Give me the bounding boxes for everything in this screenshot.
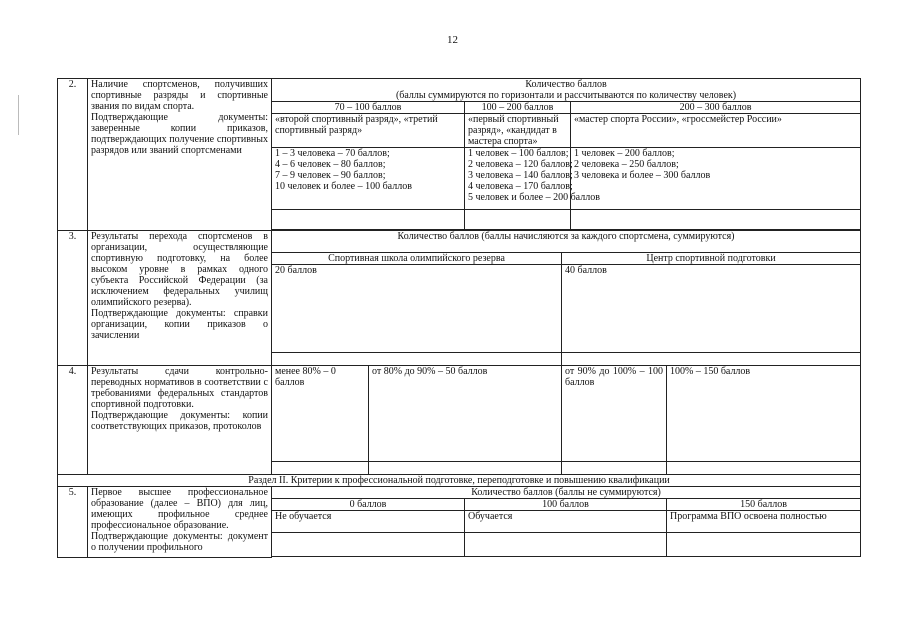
criterion-text: Наличие спортсменов, получивших спортивные разряды и спортивные звания по видам спорта.	[91, 79, 268, 112]
points-header: Количество баллов (баллы не суммируются)	[272, 487, 861, 499]
confirming-documents: Подтверждающие документы: справки организации, копии приказов о зачислении	[91, 308, 268, 341]
points-value: от 90% до 100% – 100 баллов	[562, 366, 667, 462]
range-header: 70 – 100 баллов	[272, 102, 465, 114]
points-header: Количество баллов (баллы начисляются за каждого спортсмена, суммируются)	[272, 231, 861, 253]
empty-cell	[562, 353, 861, 366]
empty-cell	[667, 533, 861, 557]
list-item: 3 человека и более – 300 баллов	[574, 170, 711, 181]
rank-titles: «второй спортивный разряд», «третий спортивный разряд»	[272, 114, 465, 148]
empty-cell	[562, 462, 667, 475]
list-item: 5 человек и более – 200 баллов	[468, 192, 600, 203]
row-number: 5.	[58, 487, 88, 558]
section-heading: Раздел II. Критерии к профессиональной подготовке, переподготовке и повышению квалификации	[58, 475, 861, 487]
points-value: менее 80% – 0 баллов	[272, 366, 369, 462]
range-header: 100 баллов	[465, 499, 667, 511]
criterion-cell	[88, 487, 272, 558]
range-header: 150 баллов	[667, 499, 861, 511]
points-value: 40 баллов	[562, 265, 861, 353]
organization-type: Центр спортивной подготовки	[562, 253, 861, 265]
criterion-text: Результаты сдачи контрольно-переводных нормативов в соответствии с требованиями федеральных стандартов спортивной подготовки.	[91, 366, 268, 410]
list-item: 4 – 6 человек – 80 баллов;	[275, 159, 386, 170]
points-list	[272, 148, 465, 210]
empty-cell	[667, 462, 861, 475]
margin-scan-mark	[18, 95, 19, 135]
list-item: 1 человек – 100 баллов;	[468, 148, 569, 159]
points-header-note: (баллы суммируются по горизонтали и рассчитываются по количеству человек)	[395, 90, 737, 101]
empty-cell	[272, 533, 465, 557]
empty-cell	[465, 533, 667, 557]
list-item: 4 человека – 170 баллов;	[468, 181, 573, 192]
empty-cell	[571, 210, 861, 230]
list-item: 10 человек и более – 100 баллов	[275, 181, 412, 192]
row-number: 2.	[58, 79, 88, 231]
points-value: от 80% до 90% – 50 баллов	[369, 366, 562, 462]
row-number: 4.	[58, 366, 88, 475]
points-list	[465, 148, 600, 210]
empty-cell	[272, 462, 369, 475]
rank-titles: «первый спортивный разряд», «кандидат в мастера спорта»	[465, 114, 571, 148]
points-header	[272, 79, 861, 102]
rank-titles: «мастер спорта России», «гроссмейстер России»	[571, 114, 861, 148]
page-number: 12	[447, 34, 458, 46]
list-item: 1 – 3 человека – 70 баллов;	[275, 148, 390, 159]
range-header: 0 баллов	[272, 499, 465, 511]
empty-cell	[272, 353, 562, 366]
criterion-text: Результаты перехода спортсменов в организации, осуществляющие спортивную подготовку, на более высоком уровне в рамках одного субъекта Российской Федерации (за исключением федеральных училищ олимпийского резерва).	[91, 231, 268, 308]
points-value: Программа ВПО освоена полностью	[667, 511, 861, 533]
confirming-documents: Подтверждающие документы: документ о получении профильного	[91, 531, 268, 553]
criteria-table	[57, 78, 861, 558]
criterion-cell	[88, 79, 272, 231]
points-header-title: Количество баллов	[525, 79, 607, 90]
confirming-documents: Подтверждающие документы: заверенные копии приказов, подтверждающих получение спортивных разрядов или званий спортсменами	[91, 112, 268, 156]
row-number: 3.	[58, 231, 88, 366]
criterion-text: Первое высшее профессиональное образование (далее – ВПО) для лиц, имеющих профильное среднее профессиональное образование.	[91, 487, 268, 531]
range-header: 100 – 200 баллов	[465, 102, 571, 114]
points-value: 20 баллов	[272, 265, 562, 353]
list-item: 2 человека – 120 баллов;	[468, 159, 573, 170]
list-item: 7 – 9 человек – 90 баллов;	[275, 170, 386, 181]
list-item: 2 человека – 250 баллов;	[574, 159, 679, 170]
empty-cell	[369, 462, 562, 475]
criterion-cell	[88, 231, 272, 366]
list-item: 1 человек – 200 баллов;	[574, 148, 675, 159]
points-value: Не обучается	[272, 511, 465, 533]
points-list	[571, 148, 861, 210]
organization-type: Спортивная школа олимпийского резерва	[272, 253, 562, 265]
empty-cell	[272, 210, 465, 230]
confirming-documents: Подтверждающие документы: копии соответствующих приказов, протоколов	[91, 410, 268, 432]
points-value: 100% – 150 баллов	[667, 366, 861, 462]
criterion-cell	[88, 366, 272, 475]
range-header: 200 – 300 баллов	[571, 102, 861, 114]
points-value: Обучается	[465, 511, 667, 533]
list-item: 3 человека – 140 баллов;	[468, 170, 573, 181]
empty-cell	[465, 210, 571, 230]
